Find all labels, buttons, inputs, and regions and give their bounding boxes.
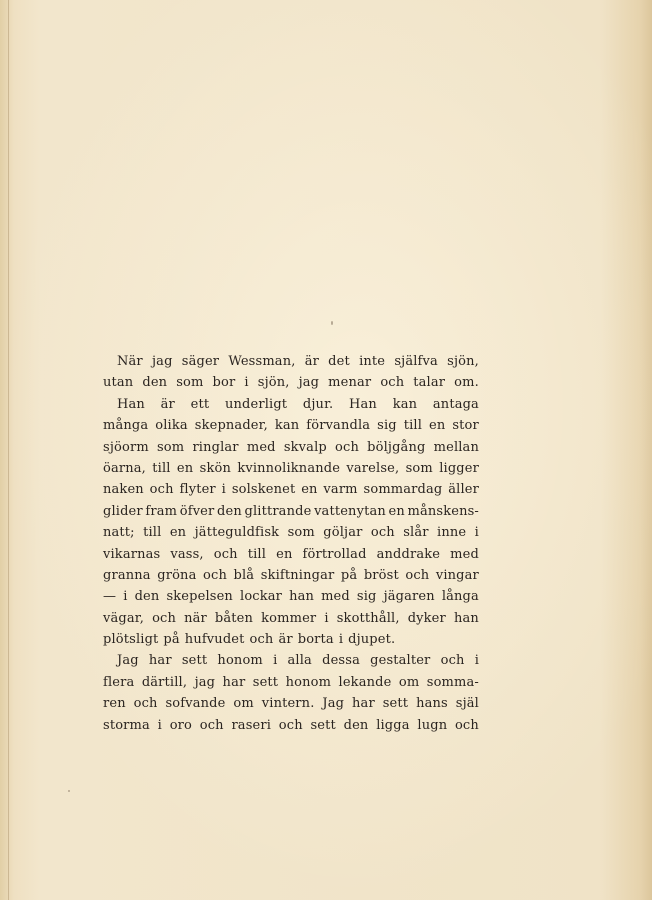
- word: fram: [145, 503, 178, 519]
- text-line: [103, 522, 479, 543]
- text-line: [103, 544, 479, 565]
- word: i: [324, 610, 329, 626]
- word: och: [199, 717, 224, 733]
- word: ligger: [439, 460, 479, 476]
- word: båten: [214, 610, 254, 626]
- word: den: [134, 589, 160, 605]
- word: jag: [152, 354, 173, 369]
- word: en: [301, 482, 318, 498]
- word: förvandla: [306, 418, 371, 434]
- word: med: [246, 439, 276, 455]
- word: glittrande: [244, 503, 312, 519]
- word: i: [474, 525, 479, 541]
- word: i: [273, 653, 278, 669]
- word: han: [289, 589, 315, 605]
- word: och: [203, 567, 227, 583]
- word: och: [213, 546, 238, 562]
- word: När: [117, 354, 143, 369]
- word: är: [304, 354, 319, 369]
- text-line: [103, 565, 479, 586]
- word: när: [184, 610, 207, 626]
- body-text: [103, 351, 479, 736]
- word: och: [440, 653, 465, 669]
- word: han: [453, 610, 479, 626]
- text-line: [103, 372, 479, 393]
- word: sofvande: [165, 696, 226, 712]
- word: flera: [103, 674, 135, 690]
- word: den: [343, 717, 369, 733]
- word: kan: [392, 396, 418, 412]
- word: menar: [328, 375, 372, 391]
- word: till: [247, 546, 267, 562]
- word: varm: [323, 482, 358, 498]
- word: och: [370, 525, 395, 541]
- word: och: [335, 439, 359, 455]
- word: vass,: [170, 546, 204, 562]
- word: bor: [212, 375, 236, 391]
- word: en: [276, 546, 293, 562]
- word: en: [169, 525, 187, 541]
- word: säger: [181, 354, 220, 369]
- word: kvinnoliknande: [237, 460, 341, 476]
- word: kan: [274, 418, 300, 434]
- word: böljgång: [367, 439, 426, 455]
- word: Jag: [322, 696, 345, 712]
- word: honom: [217, 653, 263, 669]
- word: kommer: [261, 610, 317, 626]
- word: raseri: [231, 717, 272, 733]
- word: Wessman,: [228, 354, 296, 369]
- word: underligt: [224, 396, 288, 412]
- word: utan: [103, 375, 134, 391]
- word: skön: [199, 460, 231, 476]
- word: vingar: [435, 567, 479, 583]
- paper-speck: [68, 790, 70, 792]
- word: blå: [233, 567, 255, 583]
- word: hufvudet: [184, 632, 245, 648]
- word: månskens-: [407, 503, 479, 519]
- text-line: [103, 394, 479, 415]
- word: vintern.: [261, 696, 315, 712]
- word: granna: [103, 567, 151, 583]
- word: naken: [103, 482, 144, 498]
- word: sett: [382, 696, 409, 712]
- word: sjöorm: [103, 439, 149, 455]
- word: jag: [298, 375, 320, 391]
- word: mellan: [433, 439, 479, 455]
- word: jag: [194, 674, 216, 690]
- word: om: [398, 674, 420, 690]
- word: ren: [103, 696, 126, 712]
- word: bröst: [363, 567, 399, 583]
- word: antaga: [432, 396, 479, 412]
- word: stor: [452, 418, 479, 434]
- word: skiftningar: [260, 567, 335, 583]
- word: sommardag: [363, 482, 443, 498]
- word: i: [338, 632, 344, 648]
- word: om.: [454, 375, 479, 391]
- text-line: [103, 693, 479, 714]
- word: sjön,: [447, 354, 479, 369]
- text-line: [103, 650, 479, 671]
- word: Han: [117, 396, 145, 412]
- page-gutter: [8, 0, 9, 900]
- word: och: [149, 482, 174, 498]
- word: ringlar: [192, 439, 239, 455]
- word: i: [123, 589, 128, 605]
- word: det: [328, 354, 350, 369]
- word: ett: [190, 396, 210, 412]
- word: och: [405, 567, 430, 583]
- word: Jag: [117, 653, 139, 669]
- word: en: [176, 460, 194, 476]
- word: en: [388, 503, 405, 519]
- word: en: [429, 418, 446, 434]
- word: som: [176, 375, 204, 391]
- word: vikarnas: [103, 546, 161, 562]
- word: dyker: [407, 610, 446, 626]
- text-line: [103, 586, 479, 607]
- word: skepnader,: [194, 418, 268, 434]
- word: vattenytan: [314, 503, 386, 519]
- word: och: [454, 717, 479, 733]
- text-line: [103, 501, 479, 522]
- word: honom: [285, 674, 332, 690]
- word: till: [152, 460, 171, 476]
- word: sig: [356, 589, 377, 605]
- word: solskenet: [231, 482, 296, 498]
- word: öarna,: [103, 460, 146, 476]
- word: oro: [169, 717, 193, 733]
- word: med: [321, 589, 350, 605]
- word: som: [287, 525, 315, 541]
- word: som: [405, 460, 433, 476]
- word: dessa: [322, 653, 360, 669]
- word: därtill,: [141, 674, 188, 690]
- word: göljar: [323, 525, 363, 541]
- word: hans: [416, 696, 448, 712]
- word: somma-: [426, 674, 479, 690]
- word: och: [380, 375, 405, 391]
- text-line: [103, 715, 479, 736]
- word: inte: [359, 354, 386, 369]
- word: —: [103, 589, 117, 605]
- word: är: [278, 632, 293, 648]
- word: är: [160, 396, 175, 412]
- word: storma: [103, 717, 150, 733]
- word: glider: [103, 503, 143, 519]
- word: på: [340, 567, 358, 583]
- word: djur.: [302, 396, 334, 412]
- word: djupet.: [348, 632, 396, 648]
- word: ligga: [376, 717, 410, 733]
- word: natt;: [103, 525, 135, 541]
- text-line: [103, 629, 479, 650]
- word: sett: [181, 653, 208, 669]
- word: gestalter: [370, 653, 431, 669]
- word: förtrollad: [302, 546, 367, 562]
- word: i: [157, 717, 162, 733]
- word: till: [403, 418, 423, 434]
- text-line: [103, 351, 479, 372]
- word: den: [217, 503, 242, 519]
- word: skvalp: [283, 439, 327, 455]
- word: Han: [349, 396, 377, 412]
- word: till: [143, 525, 162, 541]
- word: talar: [413, 375, 446, 391]
- word: äller: [448, 482, 479, 498]
- word: har: [352, 696, 375, 712]
- word: jägaren: [383, 589, 435, 605]
- text-line: [103, 672, 479, 693]
- word: öfver: [179, 503, 215, 519]
- text-line: [103, 608, 479, 629]
- word: den: [142, 375, 168, 391]
- text-line: [103, 479, 479, 500]
- text-line: [103, 458, 479, 479]
- word: och: [133, 696, 158, 712]
- word: lugn: [417, 717, 448, 733]
- word: slår: [403, 525, 429, 541]
- word: som: [156, 439, 185, 455]
- word: gröna: [157, 567, 197, 583]
- word: sett: [310, 717, 336, 733]
- word: skepelsen: [166, 589, 233, 605]
- word: lekande: [338, 674, 392, 690]
- word: varelse,: [346, 460, 400, 476]
- word: sig: [377, 418, 397, 434]
- word: plötsligt: [103, 632, 159, 648]
- text-line: [103, 415, 479, 436]
- word: sett: [252, 674, 279, 690]
- word: alla: [287, 653, 312, 669]
- word: om: [233, 696, 254, 712]
- word: har: [148, 653, 172, 669]
- word: borta: [297, 632, 334, 648]
- word: själfva: [394, 354, 438, 369]
- text-line: [103, 437, 479, 458]
- word: på: [163, 632, 180, 648]
- word: långa: [441, 589, 479, 605]
- word: skotthåll,: [336, 610, 400, 626]
- word: själ: [455, 696, 479, 712]
- word: olika: [155, 418, 188, 434]
- word: i: [474, 653, 479, 669]
- word: och: [278, 717, 303, 733]
- word: och: [152, 610, 176, 626]
- word: lockar: [240, 589, 283, 605]
- paper-speck: [331, 321, 333, 325]
- word: sjön,: [257, 375, 290, 391]
- word: inne: [437, 525, 467, 541]
- word: anddrake: [376, 546, 441, 562]
- word: i: [221, 482, 226, 498]
- word: i: [244, 375, 249, 391]
- word: och: [249, 632, 274, 648]
- word: flyter: [179, 482, 216, 498]
- word: har: [222, 674, 246, 690]
- word: med: [450, 546, 479, 562]
- word: jätteguldfisk: [194, 525, 280, 541]
- word: många: [103, 418, 149, 434]
- word: vägar,: [103, 610, 144, 626]
